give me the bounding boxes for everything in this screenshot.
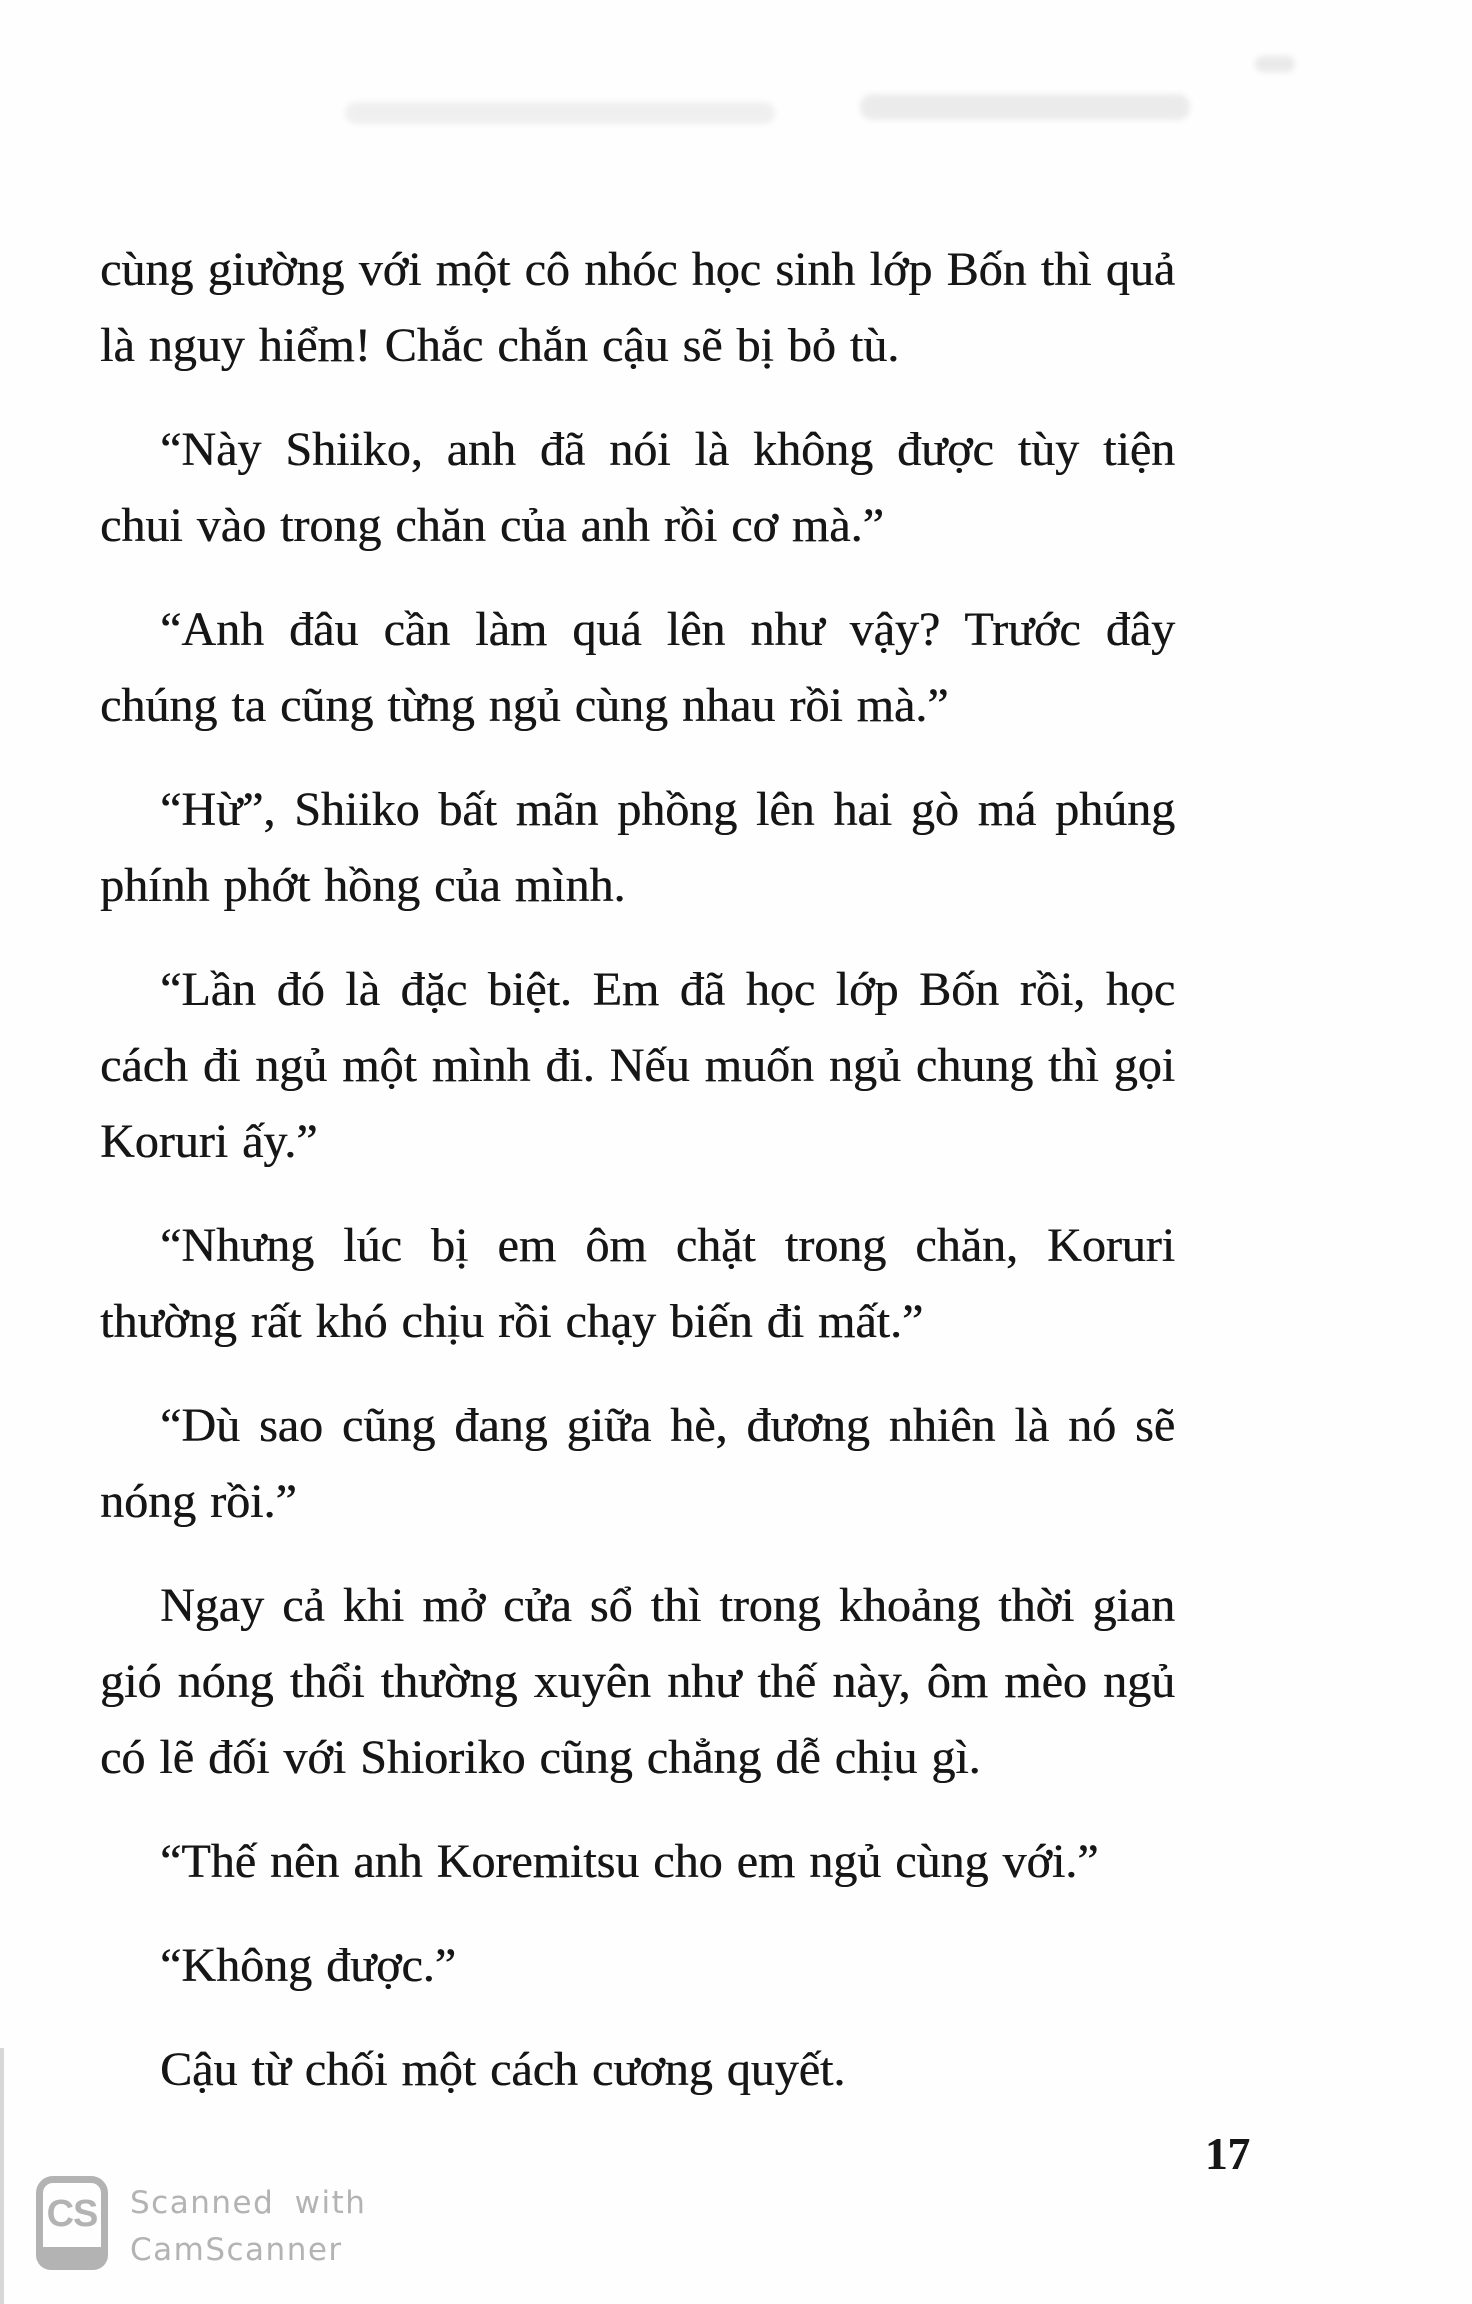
paragraph: “Hừ”, Shiiko bất mãn phồng lên hai gò má phúng phính phớt hồng của mình. bbox=[100, 783, 1175, 912]
scan-artifact bbox=[860, 94, 1190, 120]
dialogue-paragraph: “Nhưng lúc bị em ôm chặt trong chăn, Koruri thường rất khó chịu rồi chạy biến đi mất.” bbox=[100, 1219, 1175, 1348]
page-number: 17 bbox=[1205, 2129, 1250, 2179]
dialogue-paragraph: “Anh đâu cần làm quá lên như vậy? Trước đây chúng ta cũng từng ngủ cùng nhau rồi mà.” bbox=[100, 603, 1175, 732]
camscanner-logo-text: CS bbox=[36, 2176, 108, 2270]
watermark-line2: CamScanner bbox=[130, 2232, 343, 2268]
paragraph: Cậu từ chối một cách cương quyết. bbox=[160, 2043, 846, 2096]
scan-artifact bbox=[1255, 56, 1295, 72]
dialogue-paragraph: “Này Shiiko, anh đã nói là không được tùy tiện chui vào trong chăn của anh rồi cơ mà.” bbox=[100, 423, 1175, 552]
watermark-caption bbox=[130, 2180, 366, 2274]
camscanner-watermark bbox=[36, 2176, 366, 2274]
page-text-block bbox=[100, 232, 1175, 2136]
dialogue-paragraph: “Lần đó là đặc biệt. Em đã học lớp Bốn rồi, học cách đi ngủ một mình đi. Nếu muốn ngủ chung thì gọi Koruri ấy.” bbox=[100, 963, 1175, 1168]
dialogue-paragraph: “Không được.” bbox=[160, 1939, 456, 1992]
dialogue-paragraph: “Dù sao cũng đang giữa hè, đương nhiên là nó sẽ nóng rồi.” bbox=[100, 1399, 1175, 1528]
scan-artifact bbox=[345, 102, 775, 124]
camscanner-logo-icon bbox=[36, 2176, 108, 2270]
watermark-line1: Scanned with bbox=[130, 2185, 367, 2221]
dialogue-paragraph: “Thế nên anh Koremitsu cho em ngủ cùng với.” bbox=[160, 1835, 1099, 1888]
paragraph: Ngay cả khi mở cửa sổ thì trong khoảng thời gian gió nóng thổi thường xuyên như thế này, ôm mèo ngủ có lẽ đối với Shioriko cũng chẳng dễ chịu gì. bbox=[100, 1579, 1175, 1784]
paragraph: cùng giường với một cô nhóc học sinh lớp Bốn thì quả là nguy hiểm! Chắc chắn cậu sẽ bị bỏ tù. bbox=[100, 243, 1175, 372]
camscanner-logo-bar bbox=[36, 2247, 108, 2270]
scan-edge-shadow bbox=[0, 2048, 4, 2304]
